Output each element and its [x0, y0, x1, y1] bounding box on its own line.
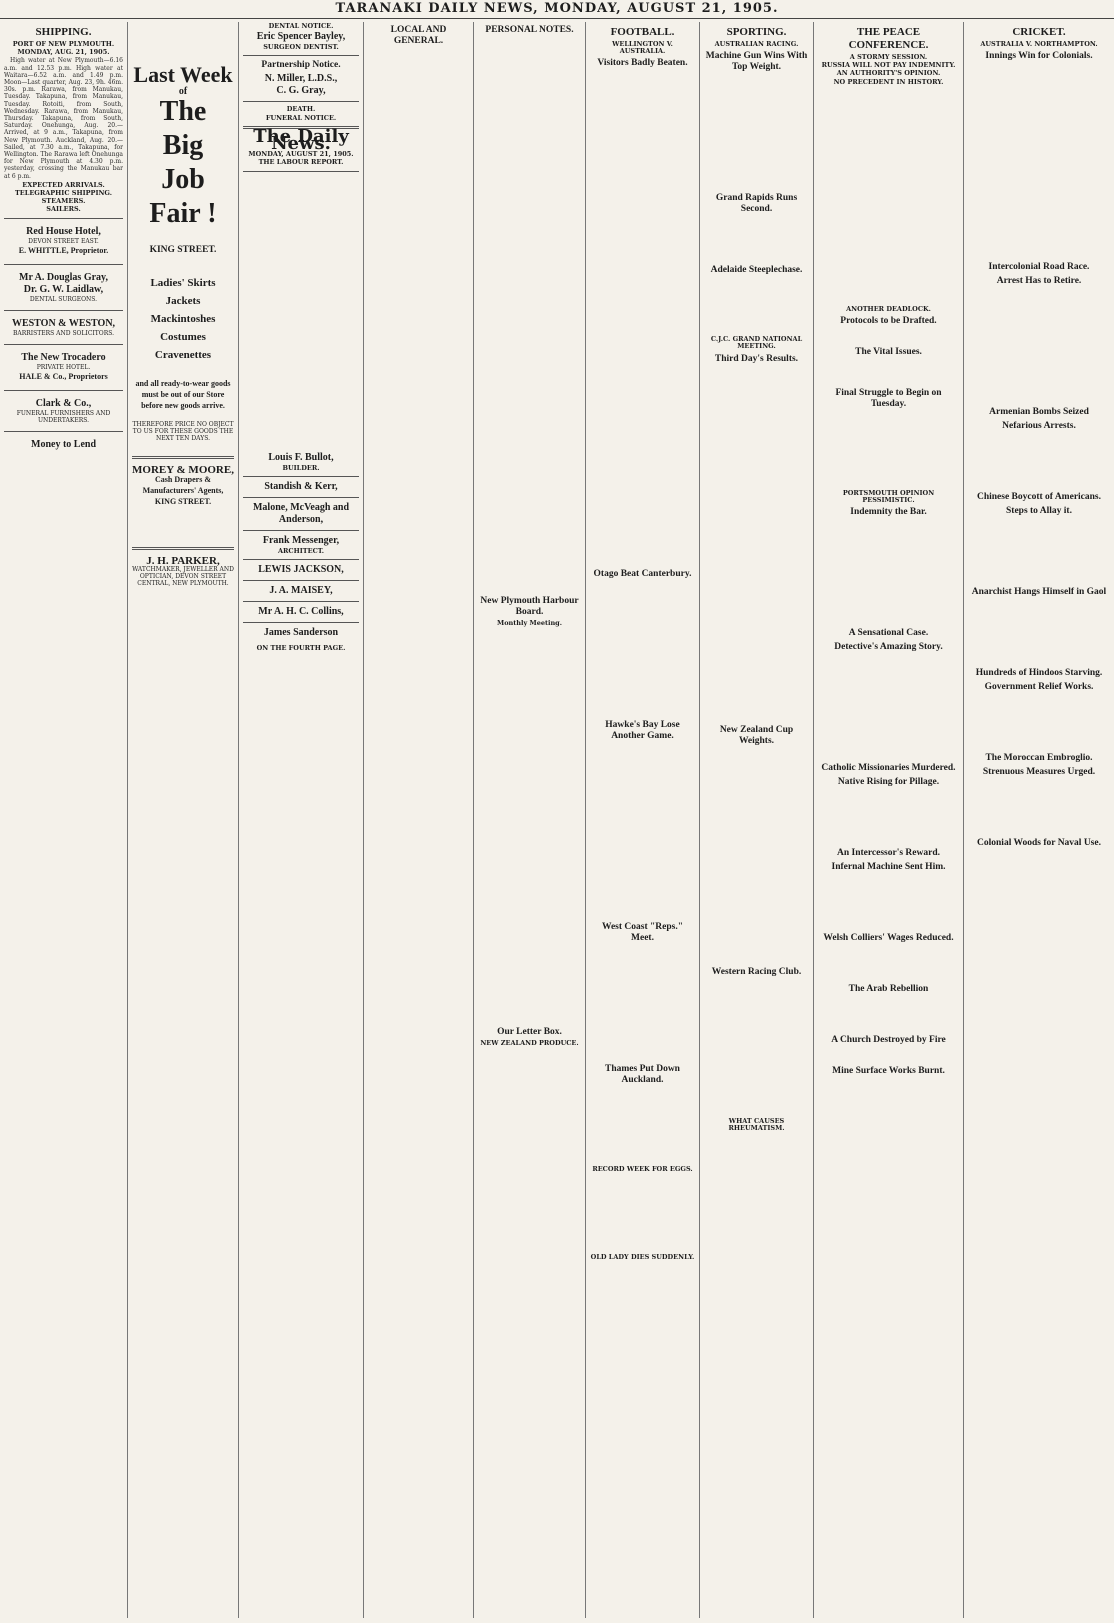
bullot-ad: Louis F. Bullot,: [268, 451, 334, 463]
stormy-heading: A STORMY SESSION.: [849, 53, 928, 61]
weston-sub: BARRISTERS AND SOLICITORS.: [12, 329, 115, 337]
malone-ad: Malone, McVeagh and Anderson,: [252, 501, 350, 525]
native-heading: Native Rising for Pillage.: [837, 777, 940, 788]
eggs-heading: RECORD WEEK FOR EGGS.: [592, 1165, 693, 1174]
dental-notice: DENTAL NOTICE.: [268, 22, 334, 30]
jackson-ad: LEWIS JACKSON,: [258, 564, 344, 576]
authority-heading: AN AUTHORITY'S OPINION.: [836, 69, 941, 78]
morey-sub: Cash Drapers & Manufacturers' Agents, KING STREET.: [142, 475, 224, 507]
column-shipping: [0, 22, 128, 1618]
peace-heading: THE PEACE CONFERENCE.: [848, 26, 929, 51]
road-race-heading: Intercolonial Road Race.: [988, 262, 1090, 273]
moroccan-heading: The Moroccan Embroglio.: [985, 753, 1093, 764]
dental-label: DENTAL SURGEONS.: [29, 295, 98, 303]
shipping-text: High water at New Plymouth—6.16 a.m. and 12.53 p.m. High water at Waitara—6.52 a.m. and 1.49 p.m. Moon—Last quarter, Aug. 23, 9h. 46m. 30s. p.m. Rarawa, from Manukau, Tuesday. Takapuna, from Manukau, Tuesday. Rotoiti, from South, Wednesday. Rarawa, from Manukau, Thursday. Takapuna, from South, Saturday. Onehunga, Aug. 20.—Arrived, at 9 a.m., Takapuna, from New Plymouth. Auckland, Aug. 20.—Sailed, at 7.30 a.m., Takapuna, for Wellington. The Rarawa left Onehunga for New Plymouth at 4.30 p.m. yesterday, crossing the Manukau bar at 6 p.m.: [4, 57, 123, 180]
west-heading: West Coast "Reps." Meet.: [601, 922, 683, 944]
column-football: [586, 22, 700, 1618]
local-heading: LOCAL AND GENERAL.: [390, 25, 447, 46]
rheumatism-heading: WHAT CAUSES RHEUMATISM.: [728, 1116, 785, 1132]
collins-ad: Mr A. H. C. Collins,: [258, 606, 344, 618]
partnership-heading: Partnership Notice.: [261, 60, 341, 71]
column-local: [364, 22, 474, 1618]
adelaide-heading: Adelaide Steeplechase.: [710, 265, 803, 276]
labour-heading: THE LABOUR REPORT.: [258, 158, 344, 167]
trocadero-ad: The New Trocadero: [21, 351, 106, 363]
racing-heading: AUSTRALIAN RACING.: [714, 40, 799, 48]
bayley-ad: Eric Spencer Bayley,: [256, 31, 346, 43]
catholic-heading: Catholic Missionaries Murdered.: [821, 763, 956, 774]
colonial-heading: Colonial Woods for Naval Use.: [977, 838, 1101, 849]
trocadero-sub: PRIVATE HOTEL.: [36, 363, 91, 371]
match-heading: AUSTRALIA V. NORTHAMPTON.: [980, 40, 1098, 48]
ad-mackintoshes: Mackintoshes: [150, 313, 216, 326]
column-cricket: [964, 22, 1114, 1618]
gray-name: C. G. Gray,: [276, 85, 326, 97]
deadlock-heading: ANOTHER DEADLOCK.: [846, 304, 931, 313]
harbour-heading: New Plymouth Harbour Board.: [480, 596, 579, 617]
infernal-heading: Infernal Machine Sent Him.: [831, 862, 946, 873]
letter-sub: NEW ZEALAND PRODUCE.: [480, 1039, 579, 1048]
money-ad: Money to Lend: [31, 438, 96, 450]
chinese-heading: Chinese Boycott of Americans.: [976, 492, 1101, 503]
russia-heading: RUSSIA WILL NOT PAY INDEMNITY.: [821, 61, 956, 70]
ad-fair: Fair !: [149, 198, 217, 230]
steps-heading: Steps to Allay it.: [1006, 506, 1072, 517]
red-house-sub: DEVON STREET EAST.: [28, 237, 99, 245]
steamers-heading: STEAMERS.: [41, 197, 86, 206]
ad-job: Job: [161, 164, 205, 196]
weston-ad: WESTON & WESTON,: [11, 317, 116, 329]
port-date: MONDAY, AUG. 21, 1905.: [17, 48, 110, 57]
detective-heading: Detective's Amazing Story.: [834, 642, 943, 653]
final-heading: Final Struggle to Begin on Tuesday.: [835, 388, 942, 410]
relief-heading: Government Relief Works.: [984, 682, 1094, 693]
personal-heading: PERSONAL NOTES.: [485, 25, 574, 35]
wellington-heading: WELLINGTON V. AUSTRALIA.: [612, 40, 673, 56]
messenger-ad: Frank Messenger,: [262, 534, 340, 546]
nefarious-heading: Nefarious Arrests.: [1002, 421, 1076, 432]
standish-ad: Standish & Kerr,: [264, 480, 338, 492]
death-heading: DEATH.: [286, 105, 316, 114]
armenian-heading: Armenian Bombs Seized: [989, 407, 1089, 418]
ad-of: of: [178, 86, 188, 97]
ad-last-week: Last Week: [133, 62, 233, 87]
whittle-ad: E. WHITTLE, Proprietor.: [18, 245, 109, 255]
grand-heading: Grand Rapids Runs Second.: [715, 193, 798, 215]
laidlaw-ad: Dr. G. W. Laidlaw,: [23, 283, 104, 295]
indemnity-heading: Indemnity the Bar.: [850, 507, 927, 518]
innings-heading: Innings Win for Colonials.: [985, 51, 1093, 62]
hawkes-heading: Hawke's Bay Lose Another Game.: [605, 720, 680, 742]
ad-costumes: Costumes: [160, 331, 206, 344]
messenger-sub: ARCHITECT.: [277, 546, 325, 555]
miller-ad: N. Miller, L.D.S.,: [264, 73, 338, 85]
third-heading: Third Day's Results.: [714, 353, 799, 364]
fourth-page: ON THE FOURTH PAGE.: [256, 644, 346, 653]
paper-date: MONDAY, AUGUST 21, 1905.: [248, 150, 354, 159]
welsh-heading: Welsh Colliers' Wages Reduced.: [823, 933, 954, 944]
sailers-heading: SAILERS.: [46, 205, 81, 214]
arrest-heading: Arrest Has to Retire.: [996, 276, 1082, 287]
cricket-heading: CRICKET.: [1012, 26, 1066, 38]
ad-ready: and all ready-to-wear goods must be out of our Store before new goods arrive.: [135, 379, 231, 411]
portsmouth-heading: PORTSMOUTH OPINION PESSIMISTIC.: [842, 489, 935, 505]
morey-ad: MOREY & MOORE,: [132, 464, 234, 477]
precedent-heading: NO PRECEDENT IN HISTORY.: [833, 77, 944, 86]
red-house-ad: Red House Hotel,: [26, 225, 101, 237]
church-heading: A Church Destroyed by Fire: [831, 1035, 946, 1046]
column-personal: [474, 22, 586, 1618]
ad-jackets: Jackets: [165, 295, 201, 308]
bullot-sub: BUILDER.: [282, 463, 320, 472]
visitors-heading: Visitors Badly Beaten.: [597, 58, 688, 69]
clark-sub: FUNERAL FURNISHERS AND UNDERTAKERS.: [16, 409, 111, 424]
arab-heading: The Arab Rebellion: [848, 984, 929, 995]
hale-ad: HALE & Co., Proprietors: [19, 371, 108, 381]
football-heading: FOOTBALL.: [610, 26, 675, 38]
ad-skirts: Ladies' Skirts: [150, 277, 216, 290]
strenuous-heading: Strenuous Measures Urged.: [982, 767, 1096, 778]
parker-ad: J. H. PARKER,: [146, 555, 220, 568]
vital-heading: The Vital Issues.: [855, 347, 922, 358]
thames-heading: Thames Put Down Auckland.: [605, 1064, 680, 1086]
shipping-heading: SHIPPING.: [35, 26, 92, 38]
ad-king-street: KING STREET.: [149, 245, 217, 256]
anarchist-heading: Anarchist Hangs Himself in Gaol: [971, 587, 1107, 598]
machine-heading: Machine Gun Wins With Top Weight.: [705, 51, 808, 73]
ad-therefore: THEREFORE PRICE NO OBJECT TO US FOR THESE GOODS THE NEXT TEN DAYS.: [132, 421, 234, 443]
ad-cravenettes: Cravenettes: [154, 349, 212, 362]
mine-heading: Mine Surface Works Burnt.: [832, 1066, 945, 1077]
column-notices: [239, 22, 364, 1618]
sporting-heading: SPORTING.: [726, 26, 787, 38]
sensational-heading: A Sensational Case.: [848, 628, 929, 639]
cjc-heading: C.J.C. GRAND NATIONAL MEETING.: [710, 335, 803, 351]
maisey-ad: J. A. MAISEY,: [269, 585, 333, 597]
paper-title: The Daily News.: [253, 125, 349, 155]
western-heading: Western Racing Club.: [711, 966, 802, 977]
hindoos-heading: Hundreds of Hindoos Starving.: [975, 668, 1103, 679]
old-lady-heading: OLD LADY DIES SUDDENLY.: [590, 1252, 695, 1261]
column-peace: [814, 22, 964, 1618]
harbour-sub: Monthly Meeting.: [497, 619, 562, 627]
weights-heading: New Zealand Cup Weights.: [719, 724, 794, 746]
expected-heading: EXPECTED ARRIVALS.: [22, 180, 105, 189]
funeral-heading: FUNERAL NOTICE.: [265, 113, 337, 122]
bayley-sub: SURGEON DENTIST.: [263, 43, 339, 52]
sanderson-ad: James Sanderson: [263, 627, 339, 639]
letter-heading: Our Letter Box.: [497, 1027, 562, 1038]
telegraphic-heading: TELEGRAPHIC SHIPPING.: [14, 189, 113, 198]
masthead: TARANAKI DAILY NEWS, MONDAY, AUGUST 21, 1905.: [0, 0, 1114, 19]
parker-sub: WATCHMAKER, JEWELLER AND OPTICIAN, DEVON STREET CENTRAL, NEW PLYMOUTH.: [132, 565, 234, 587]
ad-big: Big: [162, 130, 204, 162]
intercessor-heading: An Intercessor's Reward.: [837, 848, 940, 859]
column-ads: [128, 22, 239, 1618]
port-heading: PORT OF NEW PLYMOUTH.: [12, 40, 115, 48]
ad-the: The: [159, 96, 207, 128]
otago-heading: Otago Beat Canterbury.: [593, 569, 692, 580]
gray-ad: Mr A. Douglas Gray,: [19, 271, 108, 283]
protocols-heading: Protocols to be Drafted.: [840, 316, 937, 327]
clark-ad: Clark & Co.,: [35, 397, 92, 409]
column-sporting: [700, 22, 814, 1618]
